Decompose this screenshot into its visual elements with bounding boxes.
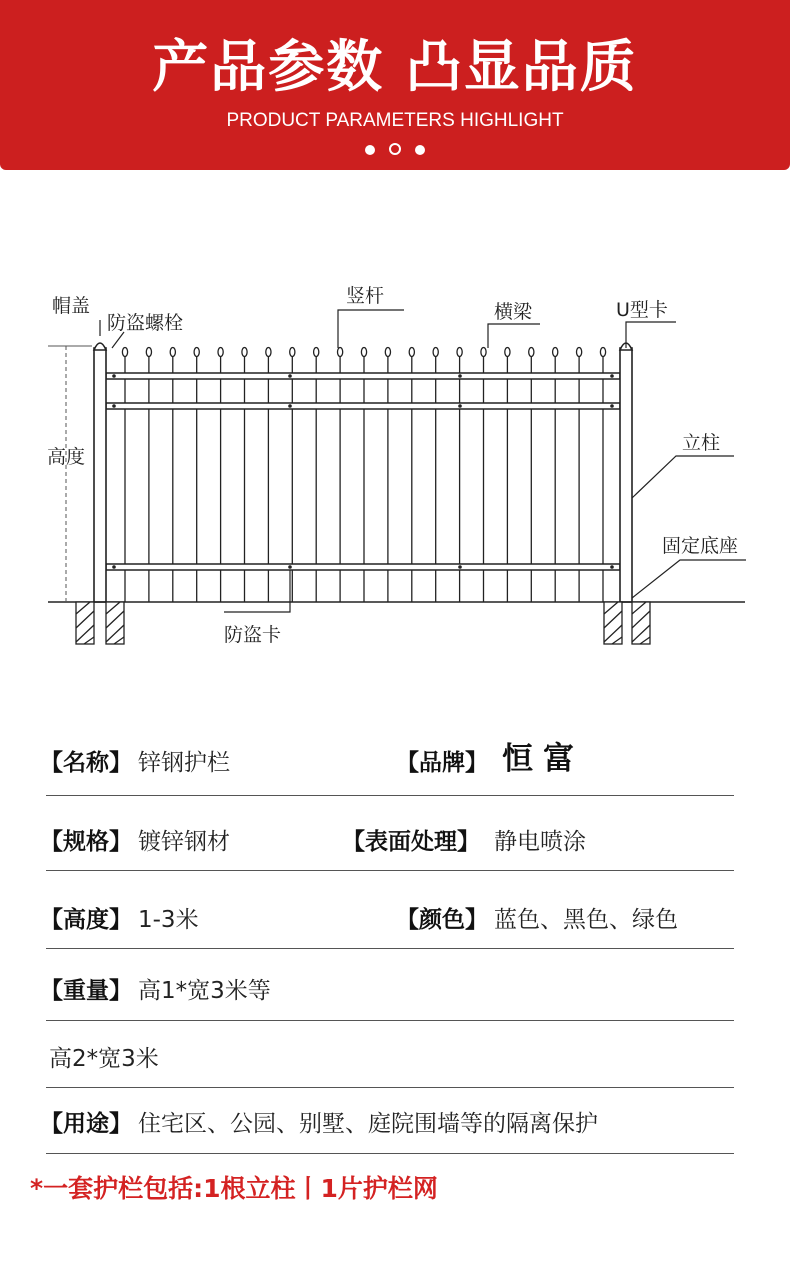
spec-brand-value: 恒富 [502,741,584,777]
spec-row-weight-extra [46,1038,734,1088]
banner-dots [0,140,790,159]
label-post: 立柱 [682,432,721,454]
header-banner [0,0,790,170]
spec-name-value: 锌钢护栏 [138,750,230,776]
label-u-clip: U型卡 [616,299,668,321]
top-rail [106,373,620,379]
spec-brand-key: 【品牌】 [396,750,488,776]
dot-icon [365,145,375,155]
spec-weight-key: 【重量】 [40,978,132,1004]
picket-tip [122,348,127,357]
picket-tip [266,348,271,357]
height-dimension [48,346,92,602]
picket-tip [290,348,295,357]
label-cap: 帽盖 [52,295,91,317]
spec-row-usage [40,1103,734,1154]
picket-tip [338,348,343,357]
label-picket: 竖杆 [346,285,385,307]
middle-rail [106,403,620,409]
foundations [76,602,650,644]
dot-icon [415,145,425,155]
spec-name-key: 【名称】 [40,750,132,776]
label-anti-theft-clip: 防盗卡 [224,624,282,646]
spec-height-value: 1-3米 [138,907,199,933]
picket-tip [361,348,366,357]
dot-hollow-icon [389,143,401,155]
picket-tip [600,348,605,357]
spec-color-value: 蓝色、黑色、绿色 [494,907,678,933]
spec-usage-key: 【用途】 [40,1111,132,1137]
picket-tip [529,348,534,357]
spec-row-spec-surface [40,821,734,871]
picket-tip [433,348,438,357]
fence-rails [106,373,620,570]
label-fixed-base: 固定底座 [662,535,739,557]
spec-surface-key: 【表面处理】 [342,829,480,855]
picket-tip [218,348,223,357]
spec-usage-value: 住宅区、公园、别墅、庭院围墙等的隔离保护 [138,1111,598,1137]
banner-subtitle: PRODUCT PARAMETERS HIGHLIGHT [226,110,564,131]
picket-tip [146,348,151,357]
spec-weight-value-2: 高2*宽3米 [49,1046,159,1072]
spec-spec-value: 镀锌钢材 [138,829,230,855]
label-anti-theft-bolt: 防盗螺栓 [107,312,184,334]
spec-row-height-color [40,899,734,949]
picket-tip [194,348,199,357]
right-post [620,348,632,602]
picket-tip [242,348,247,357]
picket-tip [314,348,319,357]
spec-row-name-brand [40,741,734,796]
left-post [94,348,106,602]
spec-surface-value: 静电喷涂 [494,829,586,855]
picket-tip [170,348,175,357]
fence-diagram [0,240,790,690]
picket-tip [505,348,510,357]
picket-tip [457,348,462,357]
fence-posts [94,343,632,602]
picket-tip [385,348,390,357]
spec-color-key: 【颜色】 [396,907,488,933]
bottom-rail [106,564,620,570]
left-cap [94,343,106,350]
spec-spec-key: 【规格】 [40,829,132,855]
package-note: *一套护栏包括:1根立柱丨1片护栏网 [30,1174,438,1203]
picket-tip [553,348,558,357]
spec-weight-value: 高1*宽3米等 [138,978,271,1004]
spec-row-weight [40,970,734,1021]
picket-tip [481,348,486,357]
picket-tip [577,348,582,357]
label-rail: 横梁 [494,301,533,323]
picket-tip [409,348,414,357]
spec-height-key: 【高度】 [40,907,132,933]
label-height: 高度 [47,446,86,468]
banner-title: 产品参数 凸显品质 [152,35,638,100]
